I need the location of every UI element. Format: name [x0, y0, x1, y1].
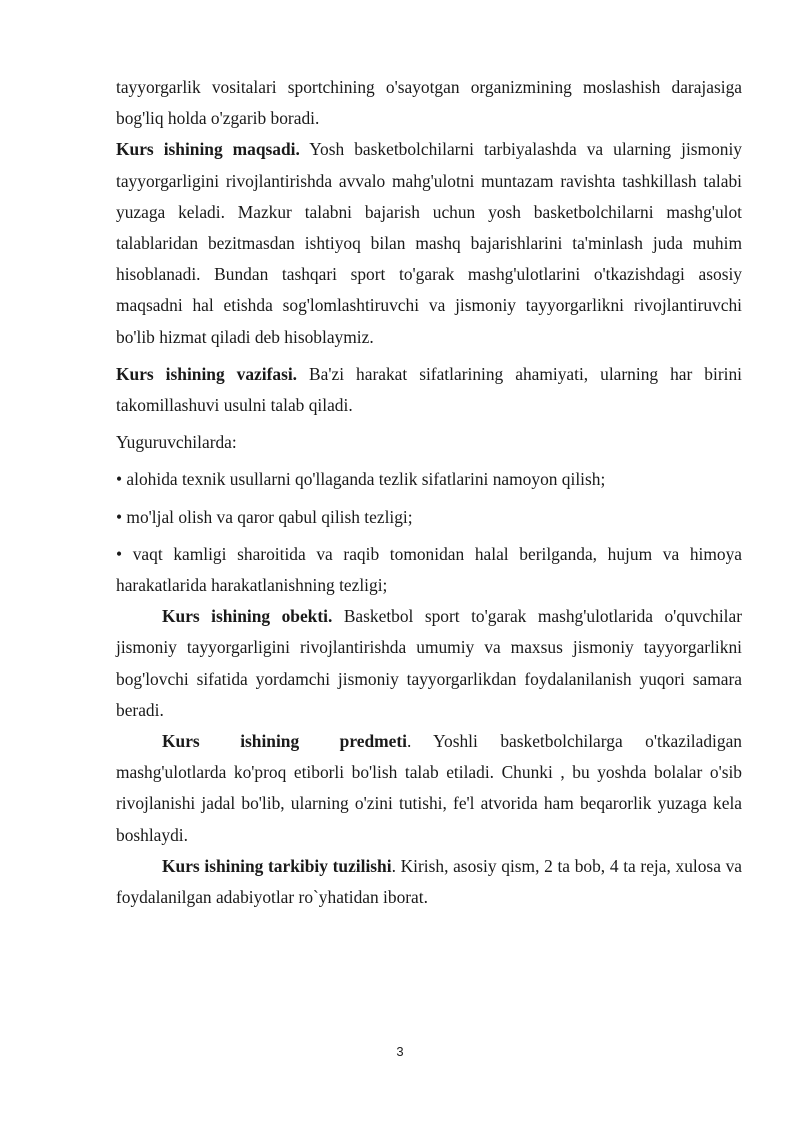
paragraph-maqsad	[116, 134, 742, 352]
heading-tuzilishi: Kurs ishining tarkibiy tuzilishi	[162, 855, 392, 876]
bullet-item: • alohida texnik usullarni qo'llaganda tezlik sifatlarini namoyon qilish;	[116, 469, 606, 490]
text-maqsad: Yosh basketbolchilarni tarbiyalashda va ularning jismoniy tayyorgarligini rivojlantirishda avvalo mahg'ulotni muntazam ravishta tashkillash talabi yuzaga keladi. Mazkur talabni bajarish uchun yosh basketbolchilarni mashg'ulot talablaridan bezitmasdan ishtiyoq bilan mashq bajarishlarini ta'minlash juda muhim hisoblanadi. Bundan tashqari sport to'garak mashg'ulotlarini o'tkazishdagi asosiy maqsadni hal etishda sog'lomlashtiruvchi va jismoniy tayyorgarlikni rivojlantiruvchi bo'lib hizmat qiladi deb hisoblaymiz.	[116, 139, 742, 347]
paragraph-tuzilishi	[116, 851, 742, 913]
body-text	[116, 72, 742, 913]
text-tuzilishi: . Kirish, asosiy qism, 2 ta bob, 4 ta reja, xulosa va foydalanilgan adabiyotlar ro`yhatidan iborat.	[116, 855, 743, 908]
paragraph-predmeti	[116, 726, 742, 851]
bullet-item: • mo'ljal olish va qaror qabul qilish tezligi;	[116, 506, 413, 527]
paragraph-obekti	[116, 601, 742, 726]
paragraph-vazifasi	[116, 359, 742, 421]
text-predmeti: . Yoshli basketbolchilarga o'tkaziladigan mashg'ulotlarda ko'proq etiborli bo'lish talab etiladi. Chunki , bu yoshda bolalar o'sib rivojlanishi jadal bo'lib, ularning o'zini tutishi, fe'l atvorida ham beqarorlik yuzaga kela boshlaydi.	[116, 731, 742, 845]
text-vazifasi: Ba'zi harakat sifatlarining ahamiyati, ularning har birini takomillashuvi usulni talab qiladi.	[116, 363, 742, 416]
heading-vazifasi: Kurs ishining vazifasi.	[116, 363, 298, 384]
text-obekti: Basketbol sport to'garak mashg'ulotlarida o'quvchilar jismoniy tayyorgarligini rivojlantirishda umumiy va maxsus jismoniy tayyorgarlikni bog'lovchi sifatida yordamchi jismoniy tayyorgarlikdan foydalanilanish yuqori samara beradi.	[116, 606, 742, 720]
heading-predmeti: Kurs ishining predmeti	[162, 731, 407, 752]
paragraph-intro: tayyorgarlik vositalari sportchining o'sayotgan organizmining moslashish darajasiga bog'liq holda o'zgarib boradi.	[116, 77, 742, 129]
paragraph-yuguruvchilarda: Yuguruvchilarda:	[116, 432, 237, 453]
bullet-item: • vaqt kamligi sharoitida va raqib tomonidan halal berilganda, hujum va himoya harakatlarida harakatlanishning tezligi;	[116, 543, 742, 596]
heading-obekti: Kurs ishining obekti.	[162, 606, 333, 627]
heading-maqsad: Kurs ishining maqsadi.	[116, 139, 300, 160]
page-number: 3	[396, 1044, 404, 1059]
